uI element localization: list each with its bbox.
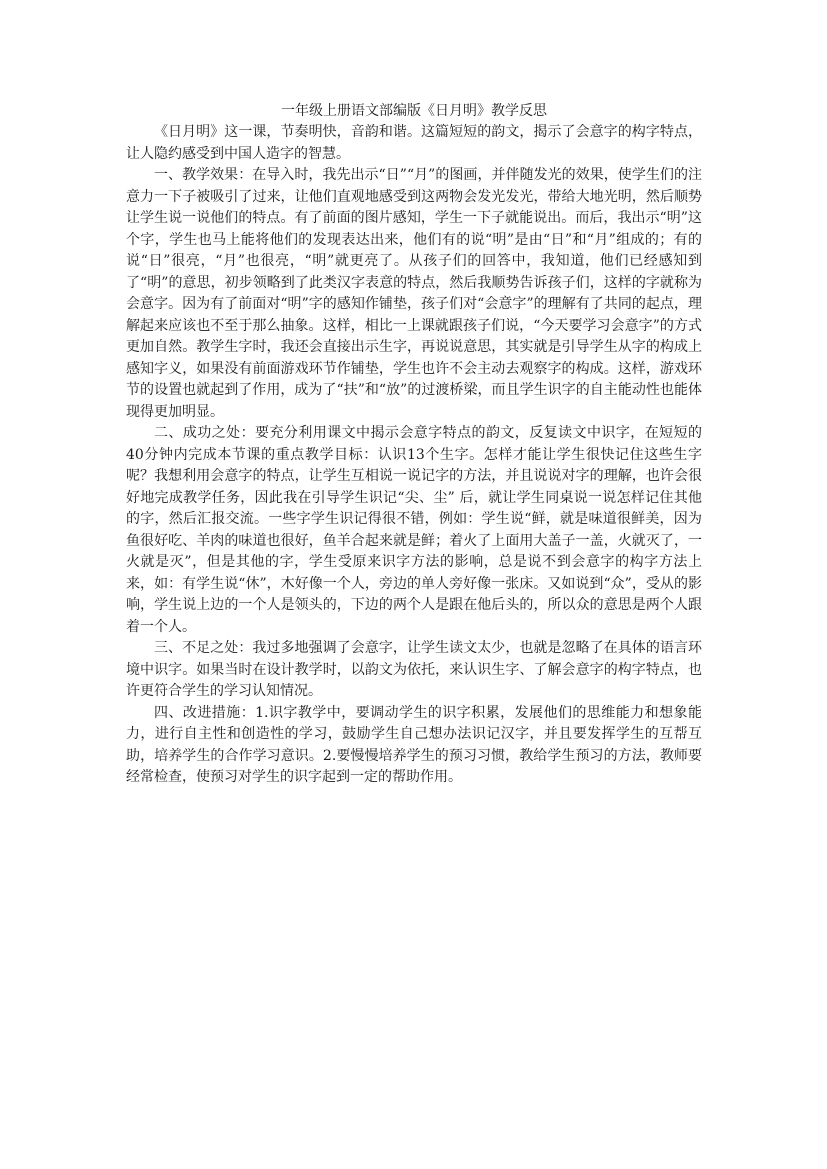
- paragraph-successes: 二、成功之处：要充分利用课文中揭示会意字特点的韵文，反复读文中识字，在短短的40分钟内完成本节课的重点教学目标：认识13个生字。怎样才能让学生很快记住这些生字呢？我想利用会意字的特点，让学生互相说一说记字的方法，并且说说对字的理解，也许会很好地完成教学任务，因此我在引导学生识记“尖、尘” 后，就让学生同桌说一说怎样记住其他的字，然后汇报交流。一些字学生识记得很不错，例如：学生说“鲜，就是味道很鲜美，因为鱼很好吃、羊肉的味道也很好，鱼羊合起来就是鲜；着火了上面用大盖子一盖，火就灭了，一火就是灭”，但是其他的字，学生受原来识字方法的影响，总是说不到会意字的构字方法上来，如：有学生说“休”，木好像一个人，旁边的单人旁好像一张床。又如说到“众”，受从的影响，学生说上边的一个人是领头的，下边的两个人是跟在他后头的，所以众的意思是两个人跟着一个人。: [126, 425, 702, 635]
- paragraph-improvements: 四、改进措施：1.识字教学中，要调动学生的识字积累，发展他们的思维能力和想象能力，进行自主性和创造性的学习，鼓励学生自己想办法识记汉字，并且要发挥学生的互帮互助，培养学生的合作学习意识。2.要慢慢培养学生的预习习惯，教给学生预习的方法，教师要经常检查，使预习对学生的识字起到一定的帮助作用。: [126, 704, 702, 785]
- document-page: [126, 100, 702, 789]
- document-title: 一年级上册语文部编版《日月明》教学反思: [281, 103, 547, 119]
- paragraph-shortcomings: 三、不足之处：我过多地强调了会意字，让学生读文太少，也就是忽略了在具体的语言环境中识字。如果当时在设计教学时，以韵文为依托，来认识生字、了解会意字的构字特点，也许更符合学生的学习认知情况。: [126, 640, 702, 699]
- paragraph-teaching-effect: 一、教学效果：在导入时，我先出示“日”“月”的图画，并伴随发光的效果，使学生们的注意力一下子被吸引了过来，让他们直观地感受到这两物会发光发光，带给大地光明，然后顺势让学生说一说他们的特点。有了前面的图片感知，学生一下子就能说出。而后，我出示“明”这个字，学生也马上能将他们的发现表达出来，他们有的说“明”是由“日”和“月”组成的；有的说“日”很亮，“月”也很亮，“明”就更亮了。从孩子们的回答中，我知道，他们已经感知到了“明”的意思，初步领略到了此类汉字表意的特点，然后我顺势告诉孩子们，这样的字就称为会意字。因为有了前面对“明”字的感知作铺垫，孩子们对“会意字”的理解有了共同的起点，理解起来应该也不至于那么抽象。这样，相比一上课就跟孩子们说，“今天要学习会意字”的方式更加自然。教学生字时，我还会直接出示生字，再说说意思，其实就是引导学生从字的构成上感知字义，如果没有前面游戏环节作铺垫，学生也许不会主动去观察字的构成。这样，游戏环节的设置也就起到了作用，成为了“扶”和“放”的过渡桥梁，而且学生识字的自主能动性也能体现得更加明显。: [126, 167, 702, 420]
- paragraph-intro: 《日月明》这一课，节奏明快，音韵和谐。这篇短短的韵文，揭示了会意字的构字特点，让人隐约感受到中国人造字的智慧。: [126, 124, 702, 162]
